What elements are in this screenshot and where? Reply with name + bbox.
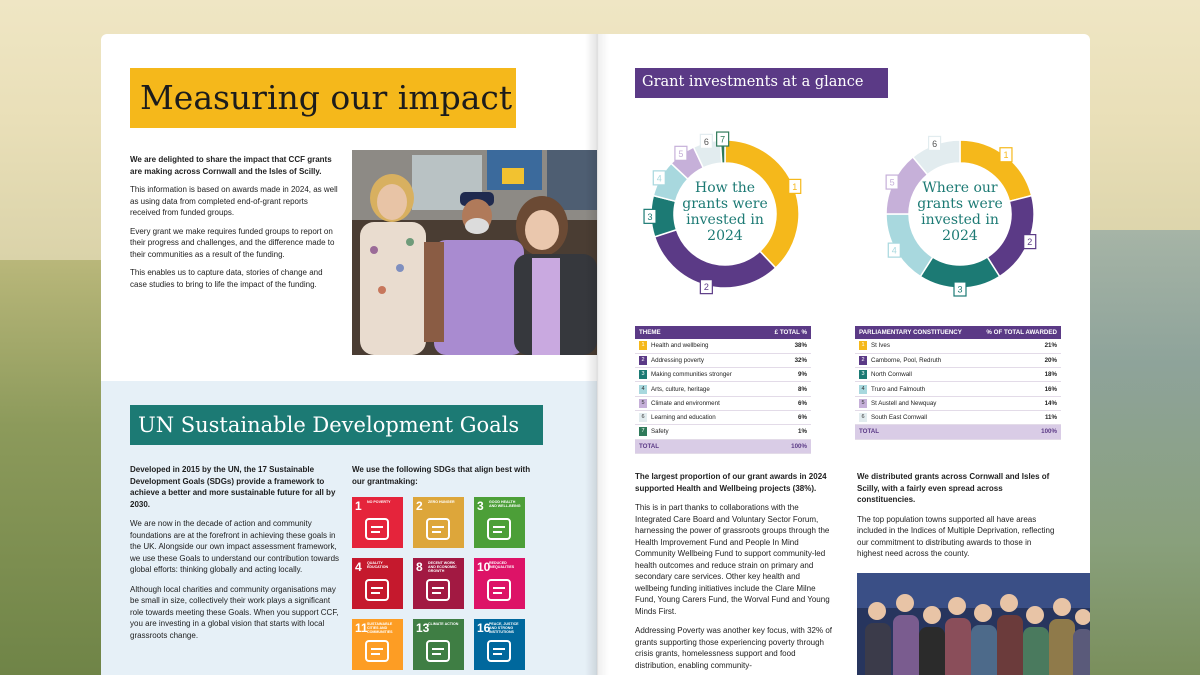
slice-label: [886, 175, 898, 189]
growth-chart-icon: [413, 558, 464, 609]
sdg-tile: [474, 497, 525, 548]
donut-title: How the grants were invested in 2024: [682, 180, 768, 244]
table-row: [855, 339, 1061, 353]
row-number-badge: 4: [639, 385, 647, 394]
commentary-paragraph: Addressing Poverty was another key focus, with 32% of grants supporting those experiencing poverty through crisis grants, homelessness support and food distribution, enabling community-: [635, 626, 832, 670]
sdg-tile: [352, 619, 403, 670]
svg-text:7: 7: [720, 134, 726, 145]
table-row: [855, 396, 1061, 410]
row-value: 14%: [976, 396, 1061, 410]
row-number-badge: 2: [859, 356, 867, 365]
sdg-label: REDUCED INEQUALITIES: [489, 561, 515, 570]
dove-icon: [474, 619, 525, 670]
sdg-tile: [352, 497, 403, 548]
intro-paragraph: We are delighted to share the impact that CCF grants are making across Cornwall and the Isles of Scilly.: [130, 155, 332, 176]
row-label: [855, 368, 976, 382]
row-value: 11%: [976, 410, 1061, 424]
slice-label: [789, 179, 801, 193]
svg-text:2: 2: [1027, 237, 1033, 248]
sdg-paragraph: Developed in 2015 by the UN, the 17 Sustainable Development Goals (SDGs) provide a framework to achieve a better and more sustainable future for all by 2030.: [130, 465, 336, 509]
row-number-badge: 5: [859, 399, 867, 408]
svg-text:2: 2: [703, 282, 709, 293]
row-number-badge: 4: [859, 385, 867, 394]
row-label: [635, 353, 761, 367]
svg-text:1: 1: [792, 181, 798, 192]
slice-label: [929, 136, 941, 150]
eye-globe-icon: [413, 619, 464, 670]
row-label: [855, 339, 976, 353]
commentary-paragraph: We distributed grants across Cornwall and Isles of Scilly, with a fairly even spread across constituencies.: [857, 472, 1050, 504]
sdg-label: GOOD HEALTH AND WELL-BEING: [489, 500, 521, 509]
row-label-text: Safety: [651, 428, 669, 436]
slice-label: [700, 134, 712, 148]
theme-table: [635, 326, 811, 454]
intro-paragraph: This information is based on awards made in 2024, as well as using data from completed end-of-grant reports received from funded groups.: [130, 185, 338, 217]
sdg-paragraph: We are now in the decade of action and community foundations are at the forefront in achieving these goals in the UK. Alongside our own impact assessment framework, we use these Goals to understand our contribution towards global efforts: thinking globally and acting locally.: [130, 519, 340, 574]
constituency-table: [855, 326, 1061, 440]
row-label: [635, 368, 761, 382]
row-number-badge: 6: [639, 413, 647, 422]
slice-label: [888, 243, 900, 257]
row-label: [635, 410, 761, 424]
slice-label: [644, 209, 656, 223]
row-label-text: St Austell and Newquay: [871, 399, 937, 407]
svg-text:6: 6: [703, 136, 709, 147]
total-label: TOTAL: [635, 439, 761, 453]
sdg-number: 2: [416, 499, 423, 513]
sdg-number: 1: [355, 499, 362, 513]
slice-label: [1024, 235, 1036, 249]
sdg-label: ZERO HUNGER: [428, 500, 455, 504]
slice-label: [675, 146, 687, 160]
table-row: [855, 353, 1061, 367]
row-number-badge: 5: [639, 399, 647, 408]
row-value: 6%: [761, 410, 811, 424]
table-row: [635, 368, 811, 382]
row-number-badge: 1: [859, 341, 867, 350]
slice-label: [653, 171, 665, 185]
row-label-text: Making communities stronger: [651, 371, 732, 379]
slice-label: [954, 282, 966, 296]
row-number-badge: 3: [859, 370, 867, 379]
row-label-text: North Cornwall: [871, 371, 912, 379]
row-value: 38%: [761, 339, 811, 353]
sdg-tile: [413, 497, 464, 548]
sdg-label: QUALITY EDUCATION: [367, 561, 389, 570]
sdg-label: SUSTAINABLE CITIES AND COMMUNITIES: [367, 622, 393, 635]
row-label-text: Arts, culture, heritage: [651, 385, 710, 393]
equality-icon: [474, 558, 525, 609]
row-label: [855, 382, 976, 396]
commentary-paragraph: The largest proportion of our grant awards in 2024 supported Health and Wellbeing projects (38%).: [635, 472, 827, 493]
heartbeat-icon: [474, 497, 525, 548]
sdg-intro: We use the following SDGs that align best with our grantmaking:: [352, 465, 531, 486]
svg-text:3: 3: [957, 284, 963, 295]
constituency-commentary: [857, 471, 1057, 568]
svg-text:5: 5: [889, 177, 895, 188]
row-value: 6%: [761, 396, 811, 410]
table-row: [635, 339, 811, 353]
intro-paragraph: Every grant we make requires funded groups to report on their progress and challenges, and the difference made to their communities as a result of the funding.: [130, 226, 335, 259]
page-title: Measuring our impact: [130, 68, 516, 128]
sdg-number: 11: [355, 621, 368, 635]
themes-commentary: [635, 471, 835, 675]
table-total-row: [855, 425, 1061, 439]
table-header: THEME: [635, 326, 761, 339]
sdg-tile: [474, 619, 525, 670]
sdg-section-title: UN Sustainable Development Goals: [130, 405, 543, 445]
intro-text: [130, 154, 340, 297]
table-row: [635, 382, 811, 396]
total-label: TOTAL: [855, 425, 976, 439]
row-label-text: Camborne, Pool, Redruth: [871, 357, 942, 365]
svg-text:4: 4: [891, 245, 897, 256]
row-value: 21%: [976, 339, 1061, 353]
sdg-text: [130, 464, 340, 649]
row-number-badge: 7: [639, 427, 647, 436]
row-label-text: South East Cornwall: [871, 414, 928, 422]
row-number-badge: 2: [639, 356, 647, 365]
table-header: % OF TOTAL AWARDED: [976, 326, 1061, 339]
svg-text:1: 1: [1003, 150, 1009, 161]
right-page: [597, 34, 1090, 675]
table-header: PARLIAMENTARY CONSTITUENCY: [855, 326, 976, 339]
donut-chart-constituencies: [860, 122, 1060, 312]
table-header: £ TOTAL %: [761, 326, 811, 339]
background-grassland-left: [0, 260, 110, 675]
row-value: 1%: [761, 425, 811, 439]
svg-text:3: 3: [647, 211, 653, 222]
table-row: [635, 410, 811, 424]
intro-paragraph: This enables us to capture data, stories of change and case studies to bring to life the impact of the funding.: [130, 268, 323, 289]
sdg-label: NO POVERTY: [367, 500, 391, 504]
family-icon: [352, 497, 403, 548]
row-label-text: Learning and education: [651, 414, 716, 422]
row-label: [635, 339, 761, 353]
slice-label: [1000, 148, 1012, 162]
sdg-label: CLIMATE ACTION: [428, 622, 459, 626]
slice-label: [700, 280, 712, 294]
row-value: 8%: [761, 382, 811, 396]
table-row: [635, 396, 811, 410]
svg-text:5: 5: [678, 148, 684, 159]
row-number-badge: 1: [639, 341, 647, 350]
team-photo: [352, 150, 597, 355]
row-label: [855, 410, 976, 424]
sdg-number: 13: [416, 621, 430, 635]
table-row: [635, 425, 811, 439]
commentary-paragraph: The top population towns supported all have areas included in the Indices of Multiple Deprivation, reflecting our commitment to distributing awards to those in highest need across the county.: [857, 514, 1055, 558]
row-label: [855, 396, 976, 410]
book-spine-shadow: [585, 34, 609, 675]
table-row: [855, 368, 1061, 382]
background-sea-right: [1090, 230, 1200, 675]
row-label: [855, 353, 976, 367]
table-row: [635, 353, 811, 367]
sdg-number: 8: [416, 560, 423, 574]
book-icon: [352, 558, 403, 609]
donut-chart-themes: [625, 122, 825, 312]
group-photo: [857, 573, 1090, 675]
table-row: [855, 382, 1061, 396]
sdg-number: 4: [355, 560, 362, 574]
sdg-paragraph: Although local charities and community organisations may be small in size, collectively their work plays a significant role towards meeting these Goals. When you support CCF, you are investing in a global vision that starts with local grassroots change.: [130, 584, 339, 640]
svg-text:4: 4: [656, 173, 662, 184]
row-number-badge: 6: [859, 413, 867, 422]
sdg-label: PEACE, JUSTICE AND STRONG INSTITUTIONS: [489, 622, 519, 635]
row-label: [635, 425, 761, 439]
row-label: [635, 382, 761, 396]
sdg-number: 3: [477, 499, 484, 513]
svg-text:6: 6: [932, 138, 938, 149]
grants-title: Grant investments at a glance: [635, 68, 888, 98]
row-label-text: Climate and environment: [651, 399, 720, 407]
row-value: 9%: [761, 368, 811, 382]
left-page: [101, 34, 597, 675]
sdg-tile: [413, 619, 464, 670]
row-label-text: Health and wellbeing: [651, 342, 709, 350]
sdg-tile: [413, 558, 464, 609]
row-number-badge: 3: [639, 370, 647, 379]
row-value: 18%: [976, 368, 1061, 382]
sdg-tile: [352, 558, 403, 609]
bowl-icon: [413, 497, 464, 548]
sdg-tile: [474, 558, 525, 609]
slice-label: [717, 132, 729, 146]
donut-title: Where our grants were invested in 2024: [917, 180, 1003, 244]
city-icon: [352, 619, 403, 670]
total-value: 100%: [761, 439, 811, 453]
total-value: 100%: [976, 425, 1061, 439]
row-value: 32%: [761, 353, 811, 367]
row-value: 16%: [976, 382, 1061, 396]
row-label-text: Addressing poverty: [651, 357, 704, 365]
sdg-number: 16: [477, 621, 491, 635]
table-total-row: [635, 439, 811, 453]
row-label-text: Truro and Falmouth: [871, 385, 926, 393]
commentary-paragraph: This is in part thanks to collaborations with the Integrated Care Board and Voluntary Sector Forum, harnessing the power of grassroots groups through the Health Improvement Fund and People In Mind Community Wellbeing Fund to support community-led health outcomes and reduce strain on primary and secondary care services. Other key health and wellbeing funding initiatives include the Clare Milne Fund, Young Carers Fund, the Worval Fund and Young Minds First.: [635, 503, 830, 616]
sdg-label: DECENT WORK AND ECONOMIC GROWTH: [428, 561, 457, 574]
row-label-text: St Ives: [871, 342, 890, 350]
row-label: [635, 396, 761, 410]
sdg-number: 10: [477, 560, 491, 574]
row-value: 20%: [976, 353, 1061, 367]
table-row: [855, 410, 1061, 424]
